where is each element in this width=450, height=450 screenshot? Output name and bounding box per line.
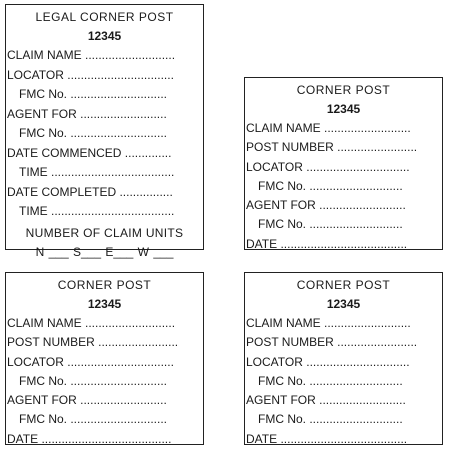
corner-post-tag: [5, 272, 204, 445]
post-number-field: POST NUMBER ........................: [7, 335, 179, 350]
claim-name-field: CLAIM NAME ..........................: [246, 316, 411, 330]
corner-post-tag: [244, 272, 443, 445]
time-commenced-field: TIME .....................................: [19, 165, 175, 179]
agent-for-field: AGENT FOR ..........................: [246, 198, 406, 213]
agent-fmc-field: FMC No. ............................: [258, 217, 403, 232]
legal-corner-post-tag: [5, 4, 204, 259]
tag-number: 12345: [87, 29, 122, 43]
post-number-field: POST NUMBER ........................: [246, 335, 418, 350]
locator-fmc-field: FMC No. ............................: [258, 373, 403, 388]
tag-title: CORNER POST: [296, 83, 391, 97]
date-completed-field: DATE COMPLETED ................: [7, 184, 173, 199]
locator-fmc-field: FMC No. ............................: [258, 178, 403, 193]
date-field: DATE .......................................: [7, 431, 172, 446]
claim-name-field: CLAIM NAME ...........................: [7, 48, 176, 62]
date-commenced-field: DATE COMMENCED ..............: [7, 145, 172, 160]
date-field: DATE ......................................: [246, 236, 408, 251]
tag-number: 12345: [326, 297, 361, 311]
locator-field: LOCATOR ...............................: [246, 354, 410, 369]
corner-post-tag: [244, 77, 443, 250]
claim-name-field: CLAIM NAME ...........................: [7, 316, 176, 330]
tag-number: 12345: [326, 102, 361, 116]
agent-fmc-field: FMC No. .............................: [19, 126, 168, 140]
locator-field: LOCATOR ................................: [7, 67, 174, 82]
agent-for-field: AGENT FOR ..........................: [7, 393, 167, 408]
claim-units-title: NUMBER OF CLAIM UNITS: [25, 225, 184, 240]
agent-fmc-field: FMC No. ............................: [258, 412, 403, 427]
claim-name-field: CLAIM NAME ..........................: [246, 121, 411, 135]
locator-field: LOCATOR ...............................: [246, 159, 410, 174]
tag-title: CORNER POST: [57, 278, 152, 292]
time-completed-field: TIME .....................................: [19, 204, 175, 218]
agent-for-field: AGENT FOR ..........................: [246, 393, 406, 408]
claim-units-row: N ___ S___ E___ W ___: [35, 244, 174, 259]
agent-fmc-field: FMC No. .............................: [19, 412, 168, 427]
agent-for-field: AGENT FOR ..........................: [7, 106, 167, 121]
date-field: DATE ......................................: [246, 431, 408, 446]
tag-title: CORNER POST: [296, 278, 391, 292]
locator-fmc-field: FMC No. .............................: [19, 87, 168, 101]
tag-title: LEGAL CORNER POST: [35, 10, 174, 24]
tag-number: 12345: [87, 297, 122, 311]
locator-field: LOCATOR ................................: [7, 354, 174, 369]
post-number-field: POST NUMBER ........................: [246, 140, 418, 155]
locator-fmc-field: FMC No. .............................: [19, 373, 168, 388]
